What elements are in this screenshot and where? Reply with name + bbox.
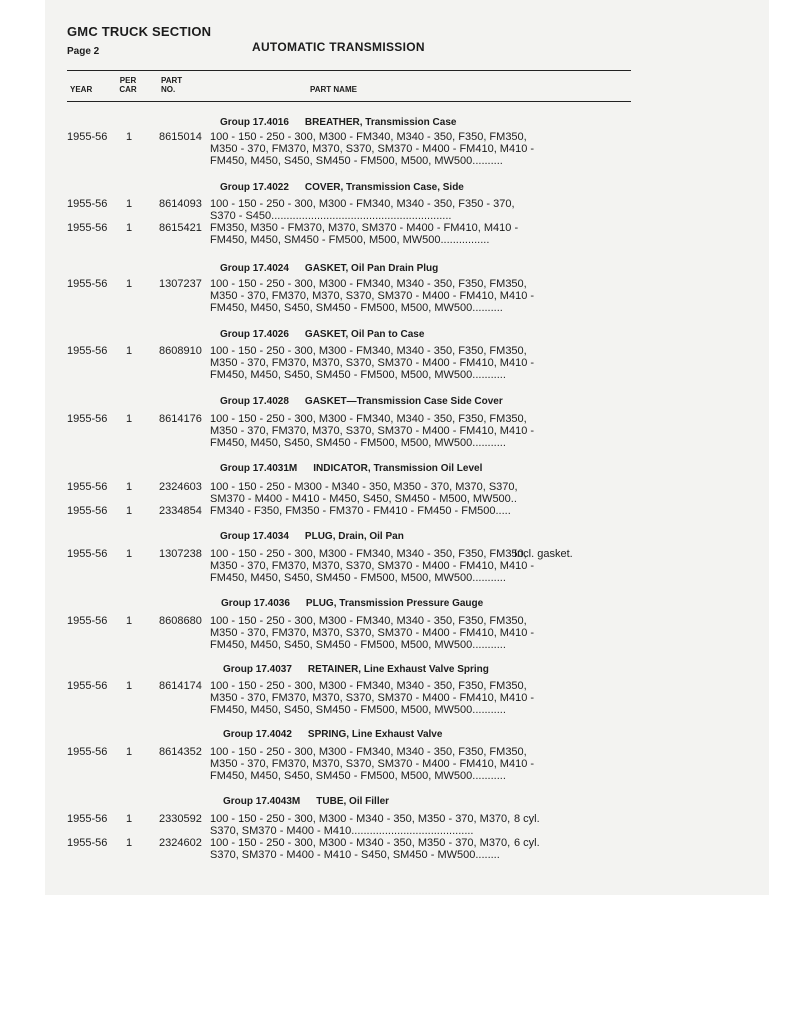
row-part-number: 8614352 [159, 746, 202, 758]
group-number: Group 17.4042 [223, 729, 292, 740]
group-header [221, 598, 483, 609]
row-description [210, 198, 515, 222]
description-line: FM450, M450, S450, SM450 - FM500, M500, MW500........... [210, 704, 506, 716]
row-per-car: 1 [126, 278, 133, 290]
row-part-number: 2334854 [159, 505, 202, 517]
group-number: Group 17.4024 [220, 263, 289, 274]
description-line: S370, SM370 - M400 - M410 - S450, SM450 - MW500........ [210, 849, 500, 861]
row-part-number: 1307238 [159, 548, 202, 560]
description-line: 100 - 150 - 250 - M300 - M340 - 350, M350 - 370, M370, S370, [210, 481, 518, 493]
column-header-part-no-line2: NO. [161, 85, 176, 94]
group-part-name: GASKET, Oil Pan to Case [304, 329, 425, 340]
description-line: M350 - 370, FM370, M370, S370, SM370 - M400 - FM410, M410 - [210, 758, 535, 770]
group-number: Group 17.4028 [220, 396, 289, 407]
row-description [210, 345, 534, 381]
description-line: FM450, M450, S450, SM450 - FM500, M500, MW500.......... [210, 302, 503, 314]
row-year: 1955-56 [67, 222, 108, 234]
group-header [220, 329, 424, 340]
description-line: FM450, M450, S450, SM450 - FM500, M500, MW500........... [210, 770, 506, 782]
row-per-car: 1 [126, 198, 133, 210]
row-per-car: 1 [126, 837, 133, 849]
row-year: 1955-56 [67, 548, 108, 560]
row-year: 1955-56 [67, 615, 108, 627]
description-line: 100 - 150 - 250 - 300, M300 - FM340, M340 - 350, F350, FM350, [210, 615, 527, 627]
row-description [210, 837, 510, 861]
description-line: 100 - 150 - 250 - 300, M300 - FM340, M340 - 350, F350, FM350, [210, 746, 527, 758]
row-year: 1955-56 [67, 413, 108, 425]
group-header [220, 263, 438, 274]
column-header-part-no-line1: PART [161, 76, 183, 85]
column-header-year: YEAR [70, 85, 93, 94]
row-part-number: 8615014 [159, 131, 202, 143]
description-line: 100 - 150 - 250 - 300, M300 - FM340, M340 - 350, F350, FM350, [210, 680, 527, 692]
row-year: 1955-56 [67, 813, 108, 825]
row-description [210, 548, 534, 584]
row-per-car: 1 [126, 813, 133, 825]
description-line: 100 - 150 - 250 - 300, M300 - FM340, M340 - 350, F350, FM350, [210, 413, 527, 425]
description-line: M350 - 370, FM370, M370, S370, SM370 - M400 - FM410, M410 - [210, 560, 535, 572]
description-line: M350 - 370, FM370, M370, S370, SM370 - M400 - FM410, M410 - [210, 143, 535, 155]
row-part-number: 8608910 [159, 345, 202, 357]
row-description [210, 680, 534, 716]
description-line: S370, SM370 - M400 - M410........................................ [210, 825, 474, 837]
row-description [210, 505, 511, 517]
description-line: M350 - 370, FM370, M370, S370, SM370 - M400 - FM410, M410 - [210, 627, 535, 639]
row-year: 1955-56 [67, 837, 108, 849]
column-header-part-name: PART NAME [310, 85, 357, 94]
row-description [210, 413, 534, 449]
row-description [210, 813, 510, 837]
row-part-number: 8608680 [159, 615, 202, 627]
group-part-name: BREATHER, Transmission Case [304, 117, 457, 128]
row-year: 1955-56 [67, 131, 108, 143]
group-part-name: GASKET, Oil Pan Drain Plug [304, 263, 439, 274]
group-part-name: PLUG, Transmission Pressure Gauge [305, 598, 484, 609]
row-per-car: 1 [126, 615, 133, 627]
description-line: 100 - 150 - 250 - 300, M300 - FM340, M340 - 350, F350, FM350, [210, 131, 527, 143]
description-line: FM450, M450, S450, SM450 - FM500, M500, MW500........... [210, 437, 506, 449]
description-line: FM340 - F350, FM350 - FM370 - FM410 - FM450 - FM500..... [210, 505, 511, 517]
group-number: Group 17.4034 [220, 531, 289, 542]
column-header-per-car [117, 76, 139, 94]
group-part-name: COVER, Transmission Case, Side [304, 182, 464, 193]
description-line: FM450, M450, S450, SM450 - FM500, M500, MW500........... [210, 369, 506, 381]
description-line: M350 - 370, FM370, M370, S370, SM370 - M400 - FM410, M410 - [210, 692, 535, 704]
header-rule-top [67, 70, 631, 71]
description-line: 100 - 150 - 250 - 300, M300 - FM340, M340 - 350, F350, FM350, [210, 278, 527, 290]
column-header-per-car-line1: PER [119, 76, 137, 85]
group-header [223, 796, 389, 807]
description-line: S370 - S450........................................................... [210, 210, 452, 222]
description-line: 100 - 150 - 250 - 300, M300 - M340 - 350, M350 - 370, M370, [210, 837, 511, 849]
row-part-number: 8614093 [159, 198, 202, 210]
group-part-name: TUBE, Oil Filler [316, 796, 390, 807]
row-per-car: 1 [126, 505, 133, 517]
row-per-car: 1 [126, 746, 133, 758]
group-header [220, 463, 482, 474]
description-line: M350 - 370, FM370, M370, S370, SM370 - M400 - FM410, M410 - [210, 357, 535, 369]
row-part-number: 2324603 [159, 481, 202, 493]
row-per-car: 1 [126, 413, 133, 425]
group-number: Group 17.4036 [221, 598, 290, 609]
row-per-car: 1 [126, 548, 133, 560]
column-header-per-car-line2: CAR [119, 85, 137, 94]
row-part-number: 1307237 [159, 278, 202, 290]
description-line: 100 - 150 - 250 - 300, M300 - M340 - 350, M350 - 370, M370, [210, 813, 511, 825]
description-line: SM370 - M400 - M410 - M450, S450, SM450 - M500, MW500.. [210, 493, 517, 505]
group-number: Group 17.4022 [220, 182, 289, 193]
group-header [220, 531, 404, 542]
row-year: 1955-56 [67, 345, 108, 357]
row-part-number: 8614174 [159, 680, 202, 692]
group-part-name: PLUG, Drain, Oil Pan [304, 531, 404, 542]
group-number: Group 17.4037 [223, 664, 292, 675]
row-year: 1955-56 [67, 481, 108, 493]
row-per-car: 1 [126, 680, 133, 692]
row-description [210, 222, 518, 246]
section-title: GMC TRUCK SECTION [67, 24, 212, 39]
header-rule-bottom [67, 101, 631, 102]
description-line: FM350, M350 - FM370, M370, SM370 - M400 - FM410, M410 - [210, 222, 519, 234]
row-year: 1955-56 [67, 505, 108, 517]
row-description [210, 278, 534, 314]
row-part-number: 8615421 [159, 222, 202, 234]
group-part-name: GASKET—Transmission Case Side Cover [304, 396, 503, 407]
group-part-name: SPRING, Line Exhaust Valve [307, 729, 443, 740]
row-per-car: 1 [126, 222, 133, 234]
row-per-car: 1 [126, 345, 133, 357]
group-header [220, 117, 456, 128]
row-note: 6 cyl. [514, 837, 540, 849]
group-number: Group 17.4043M [223, 796, 301, 807]
description-line: M350 - 370, FM370, M370, S370, SM370 - M400 - FM410, M410 - [210, 290, 535, 302]
row-year: 1955-56 [67, 680, 108, 692]
description-line: FM450, M450, SM450 - FM500, M500, MW500................ [210, 234, 490, 246]
group-part-name: INDICATOR, Transmission Oil Level [313, 463, 483, 474]
description-line: FM450, M450, S450, SM450 - FM500, M500, MW500........... [210, 639, 506, 651]
group-part-name: RETAINER, Line Exhaust Valve Spring [307, 664, 489, 675]
description-line: 100 - 150 - 250 - 300, M300 - FM340, M340 - 350, F350, FM350, [210, 548, 527, 560]
page-number: Page 2 [67, 46, 100, 57]
row-part-number: 2324602 [159, 837, 202, 849]
row-year: 1955-56 [67, 198, 108, 210]
group-number: Group 17.4031M [220, 463, 298, 474]
group-header [220, 182, 464, 193]
description-line: 100 - 150 - 250 - 300, M300 - FM340, M340 - 350, F350, FM350, [210, 345, 527, 357]
row-per-car: 1 [126, 481, 133, 493]
description-line: 100 - 150 - 250 - 300, M300 - FM340, M340 - 350, F350 - 370, [210, 198, 515, 210]
group-header [223, 729, 442, 740]
description-line: FM450, M450, S450, SM450 - FM500, M500, MW500........... [210, 572, 506, 584]
row-per-car: 1 [126, 131, 133, 143]
row-description [210, 481, 518, 505]
group-number: Group 17.4016 [220, 117, 289, 128]
group-header [220, 396, 503, 407]
group-number: Group 17.4026 [220, 329, 289, 340]
row-description [210, 746, 534, 782]
row-year: 1955-56 [67, 278, 108, 290]
row-note: Incl. gasket. [514, 548, 573, 560]
page-title: AUTOMATIC TRANSMISSION [252, 40, 425, 54]
group-header [223, 664, 489, 675]
column-header-part-no [161, 76, 182, 94]
row-description [210, 131, 534, 167]
row-description [210, 615, 534, 651]
row-note: 8 cyl. [514, 813, 540, 825]
row-year: 1955-56 [67, 746, 108, 758]
description-line: M350 - 370, FM370, M370, S370, SM370 - M400 - FM410, M410 - [210, 425, 535, 437]
row-part-number: 2330592 [159, 813, 202, 825]
description-line: FM450, M450, S450, SM450 - FM500, M500, MW500.......... [210, 155, 503, 167]
row-part-number: 8614176 [159, 413, 202, 425]
